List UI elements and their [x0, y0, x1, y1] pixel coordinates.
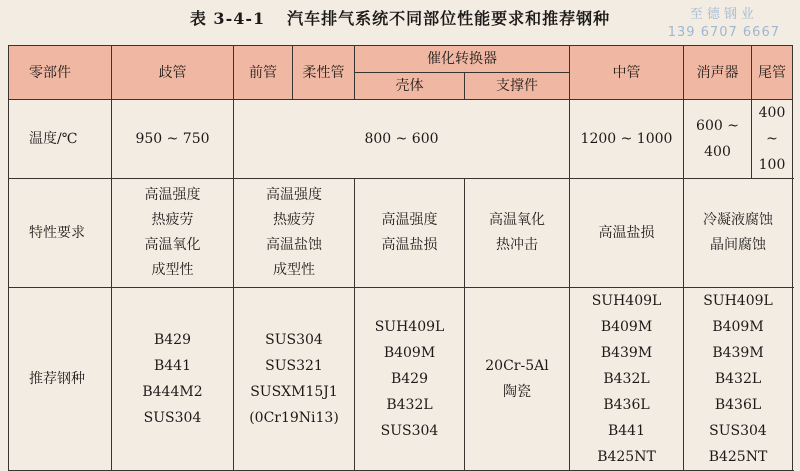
- cell-line: 冷凝液腐蚀: [703, 212, 773, 228]
- cell-line: 热冲击: [496, 237, 538, 253]
- header-part: 零部件: [9, 46, 112, 100]
- cell-line: SUH409L: [703, 293, 773, 309]
- feature-manifold: [112, 179, 234, 288]
- steel-support: [465, 288, 570, 471]
- cell-line: 高温盐蚀: [266, 237, 322, 253]
- header-manifold: 歧管: [112, 46, 234, 100]
- cell-line: B429: [390, 371, 428, 387]
- header-converter: 催化转换器: [355, 46, 570, 73]
- cell-line: 晶间腐蚀: [710, 237, 766, 253]
- watermark: [668, 6, 780, 42]
- feature-shell: [355, 179, 465, 288]
- header-flex-pipe: 柔性管: [293, 46, 355, 100]
- cell-line: 高温氧化: [489, 212, 545, 228]
- cell-line: B439M: [712, 345, 764, 361]
- cell-line: SUS304: [265, 332, 323, 348]
- cell-line: SUS304: [709, 423, 767, 439]
- cell-line: 高温强度: [381, 212, 438, 228]
- table-number: 表 3-4-1: [189, 9, 266, 28]
- cell-line: 成型性: [151, 262, 194, 278]
- cell-line: B436L: [603, 397, 650, 413]
- header-support: 支撑件: [465, 73, 570, 100]
- cell-line: SUS304: [143, 410, 202, 426]
- cell-line: 成型性: [273, 262, 315, 278]
- header-front-pipe: 前管: [234, 46, 293, 100]
- cell-line: SUS321: [265, 358, 323, 374]
- cell-line: B441: [153, 358, 191, 374]
- watermark-phone: 139 6707 6667: [667, 25, 780, 40]
- feature-front-flex: [234, 179, 355, 288]
- cell-line: 陶瓷: [503, 384, 531, 400]
- watermark-name: 至德钢业: [689, 7, 758, 22]
- cell-line: B444M2: [142, 384, 203, 400]
- cell-line: 热疲劳: [273, 212, 315, 228]
- cell-line: 高温盐损: [381, 237, 438, 253]
- cell-line: 20Cr-5Al: [485, 358, 549, 374]
- temperature-manifold: 950 ~ 750: [112, 100, 234, 179]
- cell-line: SUSXM15J1: [250, 384, 338, 400]
- cell-line: B429: [153, 332, 191, 348]
- cell-line: B425NT: [597, 449, 656, 465]
- feature-mid-pipe: [570, 179, 684, 288]
- cell-line: B432L: [714, 371, 762, 387]
- table-title-text: 汽车排气系统不同部位性能要求和推荐钢种: [287, 9, 611, 28]
- feature-muffler-tail: [684, 179, 793, 288]
- cell-line: SUH409L: [591, 293, 662, 309]
- steel-front-flex: [234, 288, 355, 471]
- temperature-muffler-tail: 400 ~ 100: [752, 100, 793, 179]
- cell-line: (0Cr19Ni13): [249, 410, 339, 426]
- cell-line: B441: [607, 423, 645, 439]
- cell-line: 热疲劳: [151, 212, 194, 228]
- cell-line: B439M: [600, 345, 653, 361]
- cell-line: SUS304: [380, 423, 439, 439]
- cell-line: B436L: [714, 397, 762, 413]
- header-tail-pipe: 尾管: [752, 46, 793, 100]
- header-mid-pipe: 中管: [570, 46, 684, 100]
- header-row-1: [9, 46, 793, 73]
- cell-line: 高温强度: [266, 187, 322, 203]
- feature-support: [465, 179, 570, 288]
- cell-line: B409M: [600, 319, 653, 335]
- temperature-label: 温度/℃: [9, 100, 112, 179]
- cell-line: B432L: [603, 371, 650, 387]
- steel-shell: [355, 288, 465, 471]
- cell-line: B432L: [386, 397, 433, 413]
- steel-muffler-tail: [684, 288, 793, 471]
- exhaust-system-table: [8, 45, 793, 471]
- temperature-mid-pipe: 600 ~ 400: [684, 100, 752, 179]
- cell-line: 高温氧化: [144, 237, 201, 253]
- steel-manifold: [112, 288, 234, 471]
- cell-line: SUH409L: [374, 319, 445, 335]
- cell-line: B409M: [712, 319, 764, 335]
- feature-label: 特性要求: [9, 179, 112, 288]
- cell-line: 高温强度: [144, 187, 201, 203]
- temperature-support: 1200 ~ 1000: [570, 100, 684, 179]
- header-muffler: 消声器: [684, 46, 752, 100]
- steel-mid-pipe: [570, 288, 684, 471]
- feature-row: [9, 179, 793, 288]
- cell-line: 高温盐损: [598, 224, 655, 241]
- steel-row: [9, 288, 793, 471]
- header-shell: 壳体: [355, 73, 465, 100]
- temperature-row: [9, 100, 793, 179]
- steel-label: 推荐钢种: [9, 288, 112, 471]
- cell-line: B409M: [383, 345, 436, 361]
- cell-line: B425NT: [708, 449, 768, 465]
- temperature-front-to-shell: 800 ~ 600: [234, 100, 570, 179]
